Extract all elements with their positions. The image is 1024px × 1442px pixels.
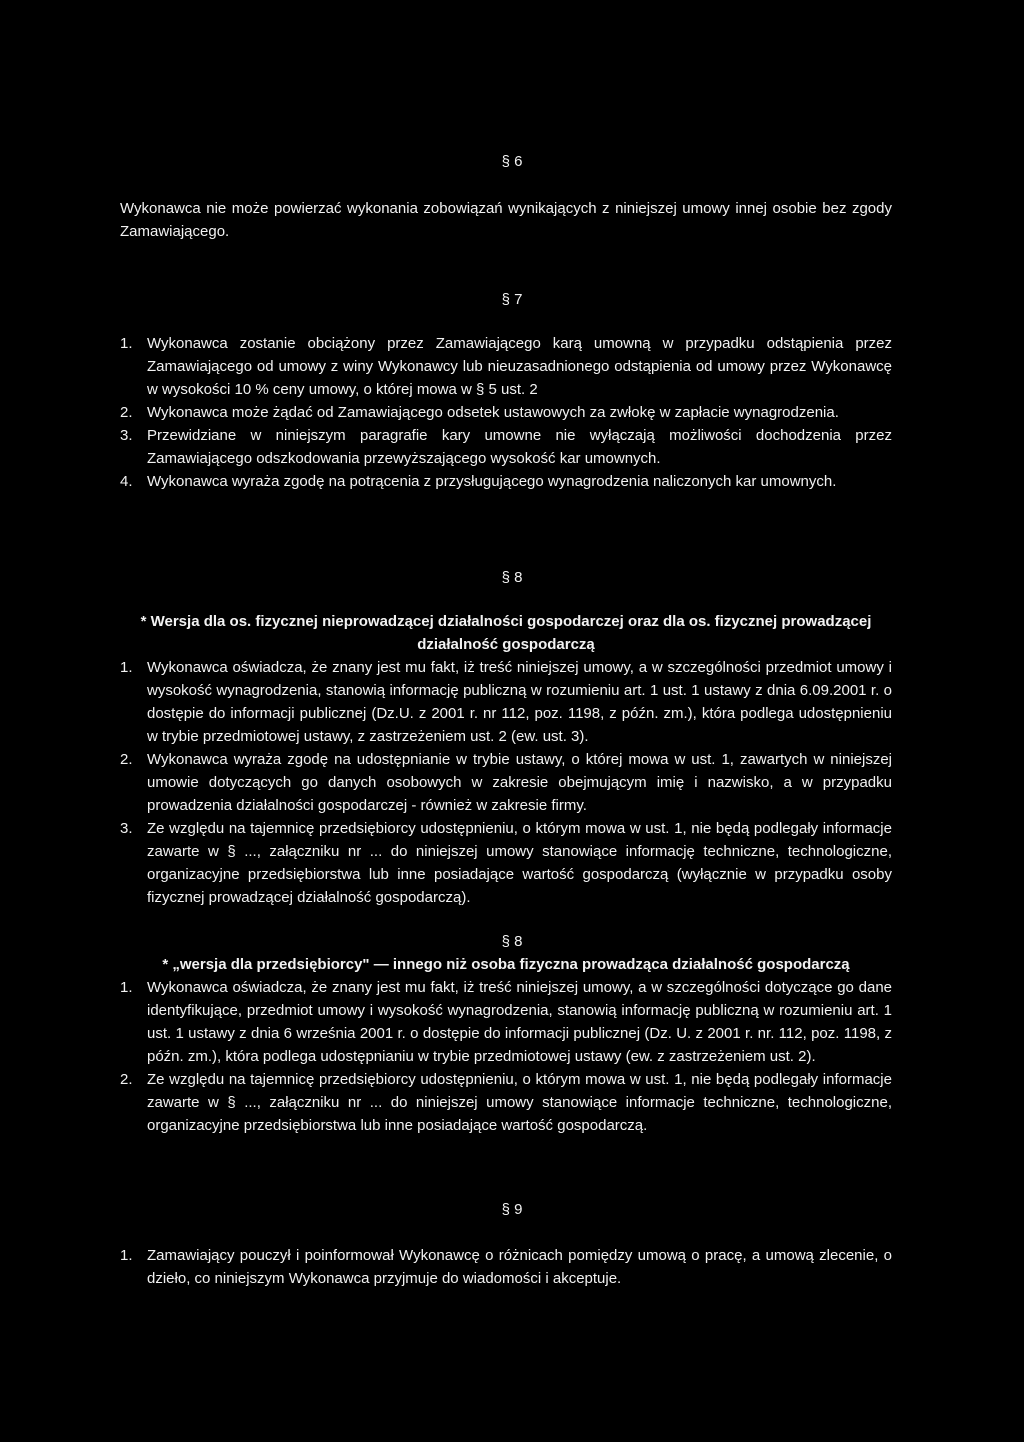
section-8-list (120, 656, 892, 909)
item-text: Wykonawca zostanie obciążony przez Zamawiającego karą umowną w przypadku odstąpienia przez Zamawiającego od umowy z winy Wykonawcy lub nieuzasadnionego odstąpienia od umowy przez Wykonawcę w wysokości 10 % ceny umowy, o której mowa w § 5 ust. 2 (147, 335, 892, 398)
section-6-text: Wykonawca nie może powierzać wykonania zobowiązań wynikających z niniejszej umowy innej osobie bez zgody Zamawiającego. (120, 200, 892, 240)
item-text: Wykonawca oświadcza, że znany jest mu fakt, iż treść niniejszej umowy, a w szczególności dotyczące go dane identyfikujące, przedmiot umowy i wysokość wynagrodzenia, stanowią informację publiczną w rozumieniu art. 1 ust. 1 ustawy z dnia 6 września 2001 r. o dostępie do informacji publicznej (Dz. U. z 2001 r. nr. 112, poz. 1198, z późn. zm.), która podlega udostępnianiu w trybie przedmiotowej ustawy (ew. z zastrzeżeniem ust. 2). (147, 979, 892, 1065)
item-text: Ze względu na tajemnicę przedsiębiorcy udostępnieniu, o którym mowa w ust. 1, nie będą podlegały informacje zawarte w § ..., załączniku nr ... do niniejszej umowy stanowiące informacje techniczne, technologiczne, organizacyjne przedsiębiorstwa lub inne posiadające wartość gospodarczą. (147, 1071, 892, 1134)
list-item (120, 1068, 892, 1137)
list-item (120, 817, 892, 909)
item-number: 1. (120, 659, 133, 676)
list-item (120, 656, 892, 748)
item-text: Wykonawca wyraża zgodę na udostępnianie w trybie ustawy, o której mowa w ust. 1, zawartych w niniejszej umowie dotyczących go danych osobowych w zakresie obejmującym imię i nazwisko, a w przypadku prowadzenia działalności gospodarczej - również w zakresie firmy. (147, 751, 892, 814)
section-8-alt-list (120, 976, 892, 1137)
section-9-list (120, 1244, 892, 1290)
list-item (120, 401, 892, 424)
list-item (120, 1244, 892, 1290)
item-number: 3. (120, 820, 133, 837)
section-8-heading: § 8 (501, 569, 523, 586)
list-item (120, 470, 892, 493)
item-text: Zamawiający pouczył i poinformował Wykonawcę o różnicach pomiędzy umową o pracę, a umową zlecenie, o dzieło, co niniejszym Wykonawca przyjmuje do wiadomości i akceptuje. (147, 1247, 892, 1287)
item-number: 3. (120, 427, 133, 444)
section-8-alt-heading: § 8 (501, 933, 523, 950)
list-item (120, 748, 892, 817)
section-7-heading: § 7 (501, 291, 523, 308)
section-8-alt-version-subheading: * „wersja dla przedsiębiorcy" — innego niż osoba fizyczna prowadząca działalność gospodarczą (162, 956, 850, 973)
item-number: 1. (120, 979, 133, 996)
item-text: Wykonawca oświadcza, że znany jest mu fakt, iż treść niniejszej umowy, a w szczególności przedmiot umowy i wysokość wynagrodzenia, stanowią informację publiczną w rozumieniu art. 1 ust. 1 ustawy z dnia 6.09.2001 r. o dostępie do informacji publicznej (Dz.U. z 2001 r. nr 112, poz. 1198, z późn. zm.), która podlega udostępnieniu w trybie przedmiotowej ustawy, z zastrzeżeniem ust. 2 (ew. ust. 3). (147, 659, 892, 745)
item-number: 4. (120, 473, 133, 490)
item-text: Ze względu na tajemnicę przedsiębiorcy udostępnieniu, o którym mowa w ust. 1, nie będą podlegały informacje zawarte w § ..., załączniku nr ... do niniejszej umowy stanowiące informację techniczne, technologiczne, organizacyjne przedsiębiorstwa lub inne posiadające wartość gospodarczą (wyłącznie w przypadku osoby fizycznej prowadzącej działalność gospodarczą). (147, 820, 892, 906)
item-number: 2. (120, 751, 133, 768)
item-text: Wykonawca może żądać od Zamawiającego odsetek ustawowych za zwłokę w zapłacie wynagrodzenia. (147, 404, 839, 421)
section-8-version-subheading: * Wersja dla os. fizycznej nieprowadzącej działalności gospodarczej oraz dla os. fizycznej prowadzącej działalność gospodarczą (140, 613, 872, 653)
list-item (120, 332, 892, 401)
section-6-heading: § 6 (501, 153, 523, 170)
section-7-list (120, 332, 892, 493)
section-9-heading: § 9 (501, 1201, 523, 1218)
item-text: Przewidziane w niniejszym paragrafie kary umowne nie wyłączają możliwości dochodzenia przez Zamawiającego odszkodowania przewyższającego wysokość kar umownych. (147, 427, 892, 467)
item-text: Wykonawca wyraża zgodę na potrącenia z przysługującego wynagrodzenia naliczonych kar umownych. (147, 473, 837, 490)
item-number: 1. (120, 1247, 133, 1264)
item-number: 1. (120, 335, 133, 352)
list-item (120, 976, 892, 1068)
item-number: 2. (120, 404, 133, 421)
list-item (120, 424, 892, 470)
item-number: 2. (120, 1071, 133, 1088)
